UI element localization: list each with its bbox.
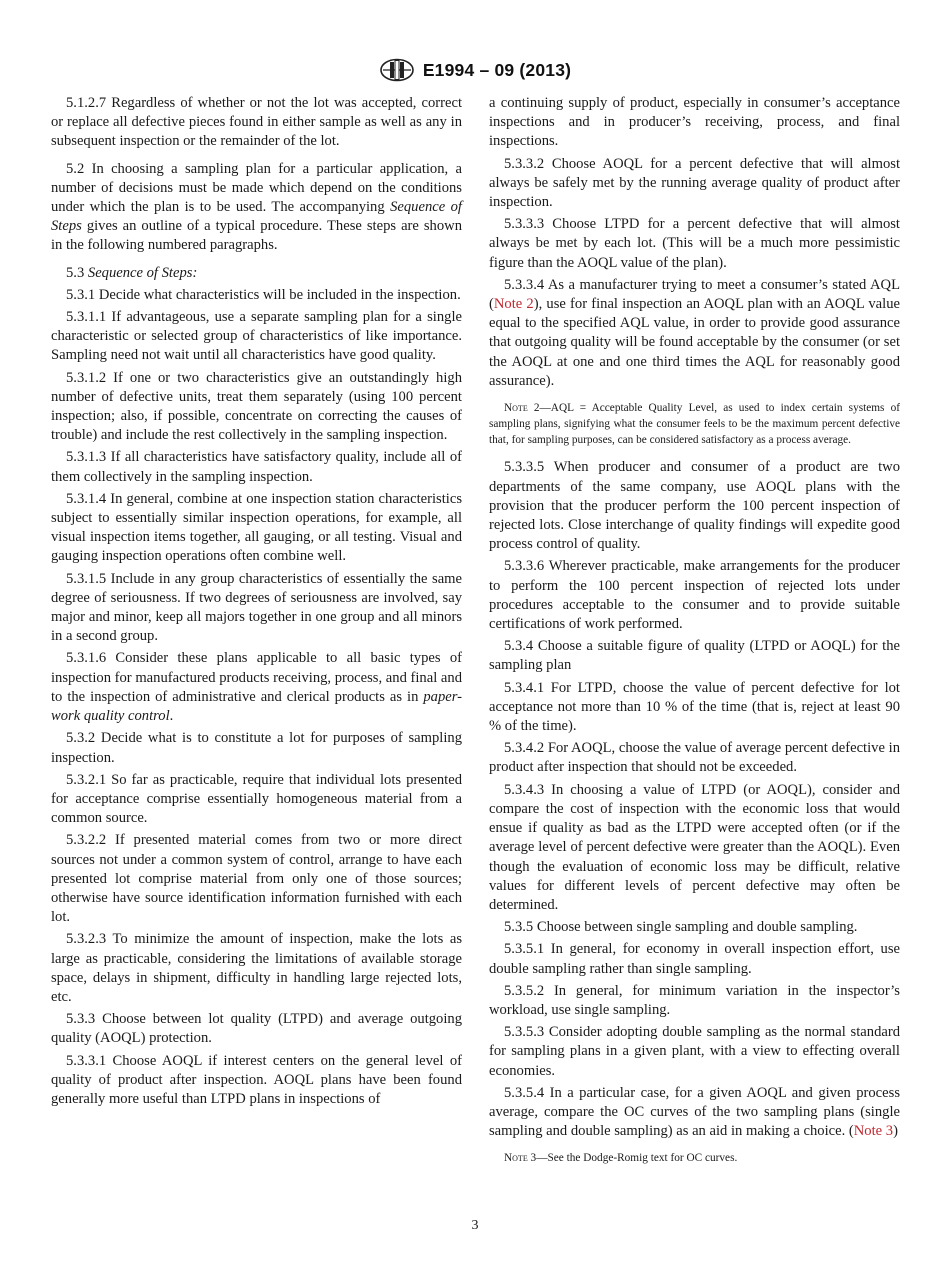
paragraph-5-3-5-4: 5.3.5.4 In a particular case, for a given AOQL and given process average, compare the OC curves of the two sampling plans (single sampling and double sampling) as an aid in making a choice. (Note 3) [489, 1084, 900, 1140]
paragraph-5-3-4-3: 5.3.4.3 In choosing a value of LTPD (or AOQL), consider and compare the cost of inspection with the economic loss that would ensue if quality as bad as the LTPD were accepted often (or if the average level of percent defective were greater than the AOQL). Even though the evaluation of economic loss may be difficult, relative values for different levels of percent defective may often be determined. [489, 781, 900, 913]
paragraph-5-3-5-2: 5.3.5.2 In general, for minimum variation in the inspector’s workload, use single sampling. [489, 982, 900, 1018]
paragraph-5-3-1-3: 5.3.1.3 If all characteristics have satisfactory quality, include all of them collectively in the sampling inspection. [51, 449, 462, 485]
paragraph-5-3-2: 5.3.2 Decide what is to constitute a lot for purposes of sampling inspection. [51, 730, 462, 766]
paragraph-5-3-2-3: 5.3.2.3 To minimize the amount of inspection, make the lots as large as practicable, considering the limitations of available storage space, delays in shipment, difficulty in handling large rejected lots, etc. [51, 931, 462, 1005]
page-header [0, 56, 950, 84]
left-column [51, 94, 462, 1112]
paragraph-5-3-1-6: 5.3.1.6 Consider these plans applicable to all basic types of inspection for manufactured products receiving, process, and final and to the inspection of administrative and clerical products as in paper-work quality control. [51, 650, 462, 725]
paragraph-5-3-3-3: 5.3.3.3 Choose LTPD for a percent defective that will almost always be met by each lot. (This will be a much more pessimistic figure than the AOQL value of the plan). [489, 216, 900, 271]
paragraph-5-3: 5.3 Sequence of Steps: [66, 264, 198, 281]
paragraph-5-3-4-2: 5.3.4.2 For AOQL, choose the value of average percent defective in product after inspection that should not be exceeded. [489, 740, 900, 776]
paragraph-5-3-1: 5.3.1 Decide what characteristics will be included in the inspection. [66, 286, 461, 303]
paragraph-5-1-2-7: 5.1.2.7 Regardless of whether or not the lot was accepted, correct or replace all defective pieces found in either sample as well as any in subsequent inspection or the remainder of the lot. [51, 95, 462, 150]
paragraph-5-3-4: 5.3.4 Choose a suitable figure of quality (LTPD or AOQL) for the sampling plan [489, 638, 900, 674]
paragraph-continuation: a continuing supply of product, especially in consumer’s acceptance inspections and in producer’s receiving, process, and final inspections. [489, 95, 900, 150]
paragraph-5-3-3-2: 5.3.3.2 Choose AOQL for a percent defective that will almost always be safely met by the running average quality of product after inspection. [489, 155, 900, 211]
note-3-label: Note 3 [504, 1152, 537, 1165]
right-column [489, 94, 900, 1177]
note-2-label: Note 2 [504, 402, 540, 415]
astm-logo-icon [379, 58, 415, 82]
paragraph-5-3-5-1: 5.3.5.1 In general, for economy in overall inspection effort, use double sampling rather than single sampling. [489, 941, 900, 977]
paper-work-emphasis: paper-work quality control [51, 688, 462, 725]
note-3: Note 3—See the Dodge-Romig text for OC curves. [504, 1152, 738, 1165]
paragraph-5-3-5: 5.3.5 Choose between single sampling and double sampling. [504, 919, 858, 936]
paragraph-5-3-4-1: 5.3.4.1 For LTPD, choose the value of percent defective for lot acceptance not more than 10 % of the time (that is, reject at least 90 % of the time). [489, 679, 900, 735]
note-2-link[interactable]: Note 2 [493, 296, 534, 313]
paragraph-5-3-1-1: 5.3.1.1 If advantageous, use a separate sampling plan for a single characteristic or selected group of characteristics of like importance. Sampling need not wait until all characteristics have good quality. [51, 309, 462, 364]
paragraph-5-3-3: 5.3.3 Choose between lot quality (LTPD) and average outgoing quality (AOQL) protection. [51, 1011, 462, 1047]
sequence-of-steps-heading: Sequence of Steps: [87, 264, 198, 281]
paragraph-5-3-1-5: 5.3.1.5 Include in any group characteristics of essentially the same degree of seriousness. If two degrees of seriousness are involved, say major and minor, keep all majors together in one group and all minors in a second group. [51, 570, 462, 645]
paragraph-5-3-2-1: 5.3.2.1 So far as practicable, require that individual lots presented for acceptance comprise essentially homogeneous material from a common source. [51, 771, 462, 827]
paragraph-5-3-1-2: 5.3.1.2 If one or two characteristics give an outstandingly high number of defective units, treat them separately (using 100 percent inspection; also, if possible, concentrate on correcting the causes of trouble) and include the rest collectively in the sampling inspection. [51, 369, 462, 444]
paragraph-5-3-3-6: 5.3.3.6 Wherever practicable, make arrangements for the producer to perform the 100 percent inspection of rejected lots under procedures acceptable to the consumer and to provide suitable certifications of work performed. [489, 558, 900, 633]
note-3-link[interactable]: Note 3 [853, 1123, 894, 1140]
paragraph-5-3-3-5: 5.3.3.5 When producer and consumer of a product are two departments of the same company, use AOQL plans with the provision that the producer perform the 100 percent inspection of rejected lots. Close interchange of quality findings will expedite good process control of quality. [489, 459, 900, 553]
paragraph-5-2: 5.2 In choosing a sampling plan for a particular application, a number of decisions must be made which depend on the conditions under which the plan is to be used. The accompanying Sequence of Steps gives an outline of a typical procedure. These steps are shown in the following numbered paragraphs. [51, 160, 462, 254]
page-number: 3 [471, 1218, 479, 1233]
paragraph-5-3-3-1: 5.3.3.1 Choose AOQL if interest centers on the general level of quality of product after inspection. AOQL plans have been found generally more useful than LTPD plans in inspections of [51, 1052, 462, 1107]
document-designation: E1994 – 09 (2013) [422, 59, 572, 80]
paragraph-5-3-5-3: 5.3.5.3 Consider adopting double sampling as the normal standard for sampling plans in a given plant, with a view to effecting overall economies. [489, 1024, 900, 1079]
paragraph-5-3-3-4: 5.3.3.4 As a manufacturer trying to meet a consumer’s stated AQL (Note 2), use for final inspection an AOQL plan with an AOQL value equal to the specified AQL value, in order to provide good assurance that outgoing quality will be found acceptable by the consumer (or set the AOQL at one and one third times the AQL for reasonably good assurance). [489, 276, 900, 389]
paragraph-5-3-1-4: 5.3.1.4 In general, combine at one inspection station characteristics subject to essentially similar inspection operations, for example, all visual inspection items together, all gauging, or all testing. Visual and gauging inspection operations often combine well. [51, 490, 462, 565]
sequence-of-steps-emphasis: Sequence of Steps [51, 199, 462, 235]
note-2: Note 2—AQL = Acceptable Quality Level, as used to index certain systems of sampling plans, signifying what the consumer feels to be the maximum percent defective that, for sampling purposes, can be considered satisfactory as a process average. [489, 402, 900, 446]
paragraph-5-3-2-2: 5.3.2.2 If presented material comes from two or more direct sources not under a common system of control, arrange to have each presented lot comprise material from only one of those sources; otherwise have source identification information furnished with each lot. [51, 832, 462, 926]
